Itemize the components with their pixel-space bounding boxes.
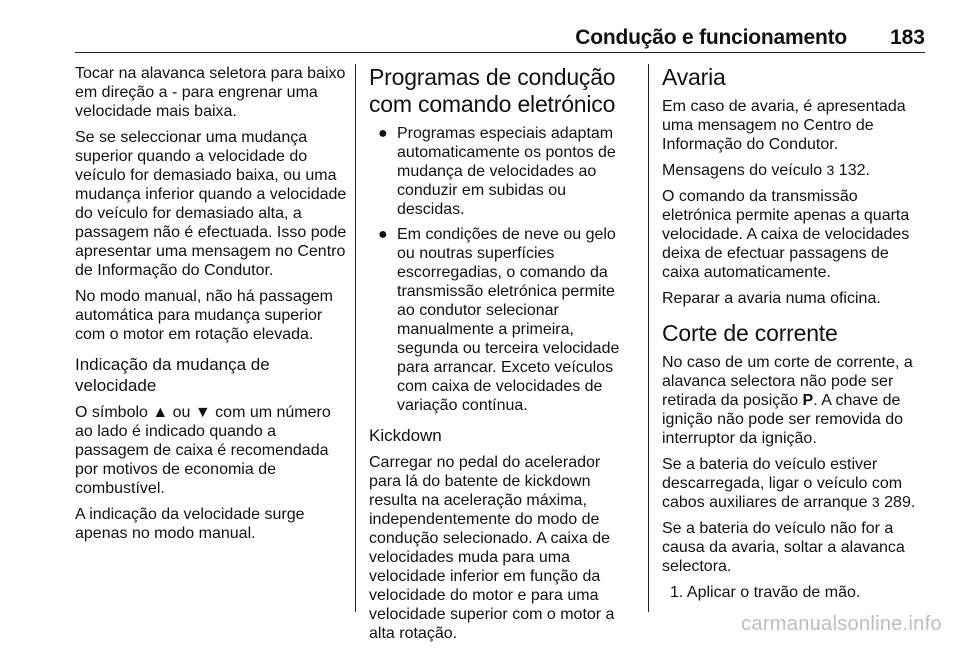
list-item: 1. Aplicar o travão de mão. <box>670 584 861 601</box>
column-divider <box>355 64 356 612</box>
paragraph: O símbolo ▲ ou ▼ com um número ao lado é indicado quando a passagem de caixa é recomendada por motivos de economia de combustível. <box>75 404 331 497</box>
page-title: Condução e funcionamento <box>575 26 847 49</box>
watermark: carmanualsonline.info <box>741 613 942 635</box>
numbered-list <box>662 583 928 602</box>
list-item <box>369 225 634 415</box>
paragraph-text: No caso de um corte de corrente, a alavanca selectora não pode ser retirada da posição <box>662 354 913 409</box>
paragraph: O comando da transmissão eletrónica permite apenas a quarta velocidade. A caixa de velocidades deixa de efectuar passagens de caixa automaticamente. <box>662 188 910 281</box>
bullet-icon: ● <box>378 226 388 243</box>
position-label: P <box>802 392 814 409</box>
paragraph: A indicação da velocidade surge apenas no modo manual. <box>75 506 305 542</box>
bullet-icon: ● <box>378 125 388 142</box>
paragraph-text: Se a bateria do veículo estiver descarregada, ligar o veículo com cabos auxiliares de arranque <box>662 456 903 511</box>
section-heading-kickdown: Kickdown <box>369 426 442 445</box>
paragraph: No modo manual, não há passagem automática para mudança superior com o motor em rotação elevada. <box>75 288 333 343</box>
paragraph: Se se seleccionar uma mudança superior quando a velocidade do veículo for demasiado baixa, ou uma mudança inferior quando a velocidade do veículo for demasiado alta, a passagem não é efectuada. Isso pode apresentar uma mensagem no Centro de Informação do Condutor. <box>75 129 347 279</box>
column-divider <box>648 64 649 612</box>
section-heading-programas: Programas de condução com comando eletrónico <box>369 64 616 117</box>
column-3 <box>662 64 928 602</box>
page-reference-icon[interactable]: 3 <box>826 162 835 178</box>
paragraph: Reparar a avaria numa oficina. <box>662 290 881 307</box>
column-1 <box>75 64 347 550</box>
page-reference-number[interactable]: 132. <box>834 162 870 179</box>
bullet-list <box>369 124 634 415</box>
section-heading-indicacao: Indicação da mudança de velocidade <box>75 355 270 395</box>
paragraph-text: . A chave de ignição não pode ser removida do interruptor da ignição. <box>662 392 904 447</box>
paragraph <box>662 455 928 512</box>
page-reference-number[interactable]: 289. <box>879 494 916 511</box>
paragraph <box>662 353 928 448</box>
paragraph: Carregar no pedal do acelerador para lá do batente de kickdown resulta na aceleração máxima, independentemente do modo de condução selecionado. A caixa de velocidades muda para uma velocidade inferior em função da velocidade do motor e para uma velocidade superior com o motor a alta rotação. <box>369 454 615 642</box>
list-item-text: Programas especiais adaptam automaticamente os pontos de mudança de velocidades ao conduzir em subidas ou descidas. <box>397 125 616 218</box>
paragraph: Se a bateria do veículo não for a causa da avaria, soltar a alavanca selectora. <box>662 520 905 575</box>
paragraph: Em caso de avaria, é apresentada uma mensagem no Centro de Informação do Condutor. <box>662 98 906 153</box>
section-heading-avaria: Avaria <box>662 64 726 90</box>
paragraph-text: Mensagens do veículo <box>662 162 827 179</box>
section-heading-corte: Corte de corrente <box>662 320 838 346</box>
page-reference-icon[interactable]: 3 <box>871 494 880 510</box>
list-item-text: Em condições de neve ou gelo ou noutras superfícies escorregadias, o comando da transmissão eletrónica permite ao condutor selecionar manualmente a primeira, segunda ou terceira velocidade para arrancar. Exceto veículos com caixa de velocidades de variação contínua. <box>397 226 620 414</box>
page-number: 183 <box>889 26 925 49</box>
column-2 <box>369 64 634 650</box>
list-item <box>369 124 634 219</box>
page-header <box>75 24 925 53</box>
paragraph <box>662 161 928 180</box>
paragraph: Tocar na alavanca seletora para baixo em direção a - para engrenar uma velocidade mais baixa. <box>75 65 346 120</box>
